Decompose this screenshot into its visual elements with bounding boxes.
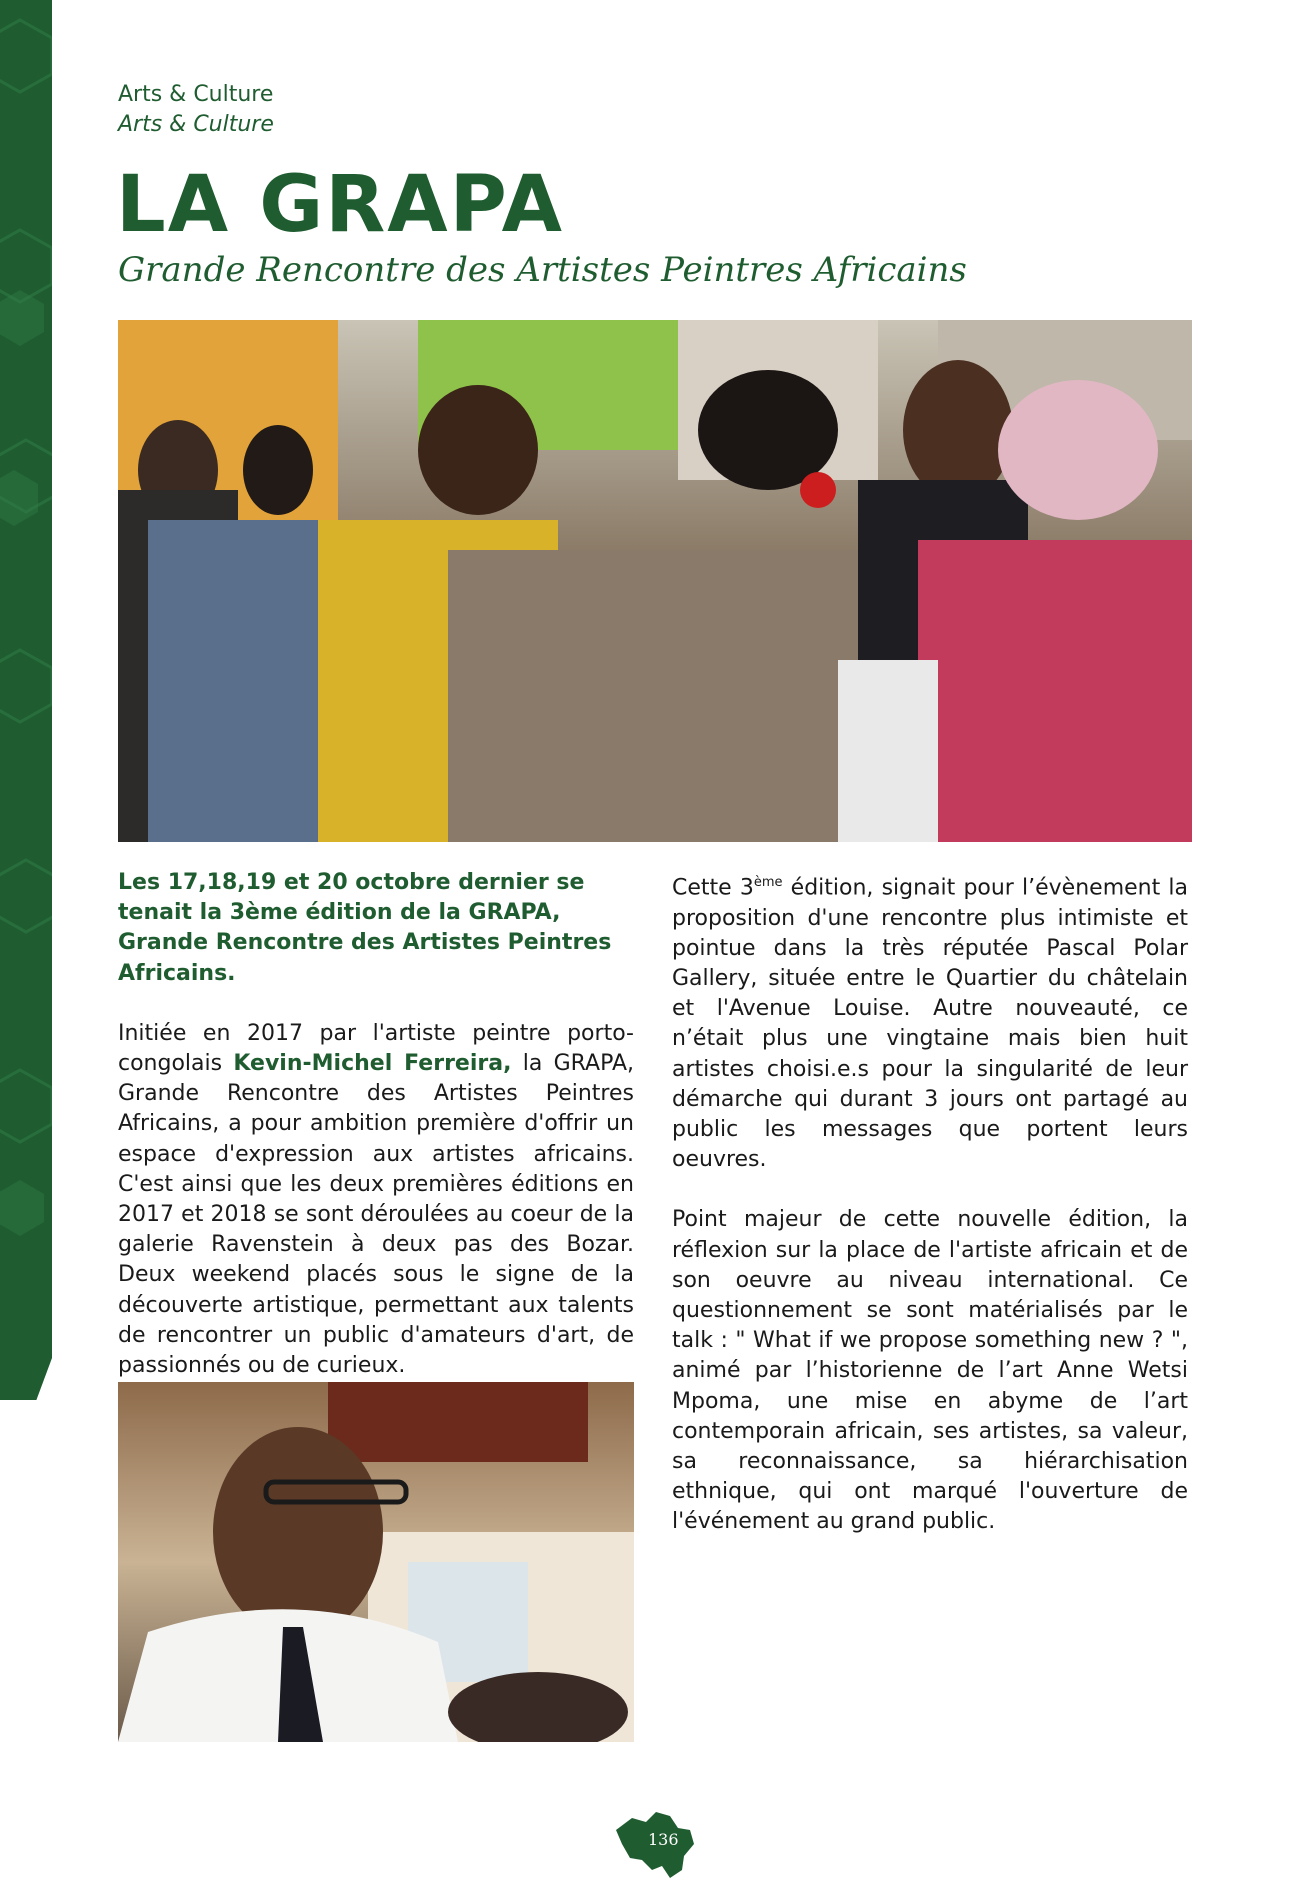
article-subtitle: Grande Rencontre des Artistes Peintres Africains [118,250,967,290]
article-title: LA GRAPA [116,160,565,250]
edition-text-rest: édition, signait pour l’évènement la proposition d'une rencontre plus intimiste et pointue dans la très réputée Pascal Polar Gallery, située entre le Quartier du châtelain et l'Avenue Louise. Autre nouveauté, ce n’était plus une vingtaine mais bien huit artistes choisi.e.s pour la singularité de leur démarche qui durant 3 jours ont partagé au public les messages que portent leurs oeuvres. [672,875,1188,1173]
intro-paragraph [118,1019,634,1381]
decorative-side-band [0,0,52,1400]
left-column [118,868,634,1411]
right-column [672,868,1188,1568]
portrait-photo [118,1382,634,1742]
section-label-en: Arts & Culture [118,112,274,137]
section-label [118,80,274,140]
edition-text-start: Cette 3 [672,875,754,901]
intro-text-start: Initiée en 2017 par l'artiste peintre porto-congolais [118,1020,634,1077]
artist-name: Kevin-Michel Ferreira, [233,1051,512,1077]
talk-paragraph: Point majeur de cette nouvelle édition, la réflexion sur la place de l'artiste africain et de son oeuvre au niveau international. Ce questionnement se sont matérialisés par le talk : " What if we propose something new ? ", animé par l’historienne de l’art Anne Wetsi Mpoma, une mise en abyme de l’art contemporain africain, ses artistes, sa valeur, sa reconnaissance, sa hiérarchisation ethnique, qui ont marqué l'ouverture de l'événement au grand public. [672,1207,1188,1535]
page-number: 136 [648,1830,679,1849]
section-label-fr: Arts & Culture [118,82,274,107]
crowd-photo-illustration [118,320,1192,842]
edition-superscript: ème [753,875,783,890]
edition-paragraph [672,868,1188,1175]
hexagon-pattern-icon [0,0,52,1400]
intro-text-rest: la GRAPA, Grande Rencontre des Artistes Peintres Africains, a pour ambition première d'offrir un espace d'expression aux artistes africains. C'est ainsi que les deux premières éditions en 2017 et 2018 se sont déroulées au coeur de la galerie Ravenstein à deux pas des Bozar. Deux weekend placés sous le signe de la découverte artistique, permettant aux talents de rencontrer un public d'amateurs d'art, de passionnés ou de curieux. [118,1051,634,1379]
lead-paragraph: Les 17,18,19 et 20 octobre dernier se tenait la 3ème édition de la GRAPA, Grande Rencontre des Artistes Peintres Africains. [118,870,612,986]
portrait-photo-illustration [118,1382,634,1742]
event-crowd-photo [118,320,1192,842]
